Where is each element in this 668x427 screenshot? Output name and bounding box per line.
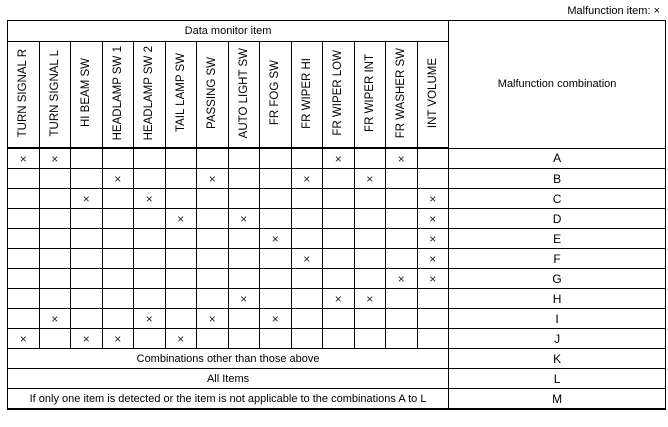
mark-cell: [354, 209, 386, 229]
mark-cell: ×: [165, 329, 197, 349]
item-label: FR FOG SW: [269, 60, 282, 126]
mark-cell: [260, 169, 292, 189]
mark-cell: [291, 189, 323, 209]
table-row: [8, 289, 666, 309]
item-label: PASSING SW: [206, 57, 219, 129]
mark-cell: [260, 189, 292, 209]
mark-cell: [260, 148, 292, 169]
mark-cell: [71, 209, 103, 229]
mark-cell: [323, 269, 355, 289]
mark-cell: ×: [8, 329, 40, 349]
mark-cell: [354, 329, 386, 349]
mark-cell: [323, 169, 355, 189]
mark-cell: [165, 148, 197, 169]
item-label: HEADLAMP SW 1: [111, 45, 124, 141]
mark-cell: [8, 269, 40, 289]
mark-cell: [134, 249, 166, 269]
mark-cell: [323, 229, 355, 249]
mark-cell: [197, 229, 229, 249]
item-header-13: [417, 42, 449, 149]
table-row: [8, 329, 666, 349]
mark-cell: [260, 289, 292, 309]
mark-cell: [71, 309, 103, 329]
mark-cell: [417, 289, 449, 309]
mark-cell: [291, 209, 323, 229]
mark-cell: ×: [102, 329, 134, 349]
mark-cell: [417, 169, 449, 189]
mark-cell: [71, 229, 103, 249]
mark-cell: [417, 309, 449, 329]
mark-cell: [102, 269, 134, 289]
mark-cell: [323, 329, 355, 349]
mark-cell: [386, 189, 418, 209]
table-row: [8, 349, 666, 369]
table-row: [8, 189, 666, 209]
mark-cell: [39, 289, 71, 309]
item-header-11: [354, 42, 386, 149]
mark-cell: ×: [354, 169, 386, 189]
mark-cell: [134, 169, 166, 189]
item-header-7: [228, 42, 260, 149]
mark-cell: [197, 329, 229, 349]
mark-cell: [134, 289, 166, 309]
item-header-0: [8, 42, 40, 149]
mark-cell: ×: [260, 309, 292, 329]
table-row: [8, 249, 666, 269]
mark-cell: [8, 249, 40, 269]
combination-cell: M: [449, 389, 666, 410]
mark-cell: [165, 249, 197, 269]
mark-cell: [228, 329, 260, 349]
item-label: TAIL LAMP SW: [174, 53, 187, 133]
table-row: [8, 369, 666, 389]
mark-cell: [8, 169, 40, 189]
table-body: [8, 148, 666, 409]
item-header-8: [260, 42, 292, 149]
mark-cell: [386, 329, 418, 349]
mark-cell: [165, 269, 197, 289]
mark-cell: [417, 148, 449, 169]
mark-cell: [8, 309, 40, 329]
mark-cell: ×: [102, 169, 134, 189]
mark-cell: [291, 289, 323, 309]
mark-cell: [291, 269, 323, 289]
mark-cell: [417, 329, 449, 349]
mark-cell: [354, 229, 386, 249]
mark-cell: [386, 309, 418, 329]
mark-cell: ×: [323, 289, 355, 309]
mark-cell: [354, 269, 386, 289]
mark-cell: [71, 269, 103, 289]
mark-cell: [39, 249, 71, 269]
mark-cell: ×: [134, 309, 166, 329]
item-label: INT VOLUME: [426, 57, 439, 129]
combination-cell: C: [449, 189, 666, 209]
mark-cell: ×: [323, 148, 355, 169]
mark-cell: [291, 229, 323, 249]
mark-cell: [71, 148, 103, 169]
mark-cell: [260, 329, 292, 349]
combination-cell: D: [449, 209, 666, 229]
mark-cell: ×: [386, 148, 418, 169]
mark-cell: [260, 249, 292, 269]
mark-cell: ×: [71, 189, 103, 209]
mark-cell: [354, 148, 386, 169]
mark-cell: [291, 148, 323, 169]
span-description-cell: All Items: [8, 369, 449, 389]
table-row: [8, 309, 666, 329]
mark-cell: [102, 309, 134, 329]
table-row: [8, 209, 666, 229]
item-label: TURN SIGNAL L: [48, 49, 61, 137]
combination-cell: A: [449, 148, 666, 169]
combination-cell: I: [449, 309, 666, 329]
mark-cell: [386, 289, 418, 309]
mark-cell: [165, 309, 197, 329]
mark-cell: [228, 229, 260, 249]
mark-cell: [197, 209, 229, 229]
item-header-10: [323, 42, 355, 149]
mark-cell: [386, 209, 418, 229]
mark-cell: ×: [291, 249, 323, 269]
combination-cell: L: [449, 369, 666, 389]
mark-cell: [197, 189, 229, 209]
mark-cell: ×: [228, 289, 260, 309]
span-description-cell: Combinations other than those above: [8, 349, 449, 369]
mark-cell: ×: [417, 209, 449, 229]
mark-cell: [8, 189, 40, 209]
mark-cell: [197, 269, 229, 289]
item-header-2: [71, 42, 103, 149]
item-label: TURN SIGNAL R: [17, 48, 30, 138]
item-label: HEADLAMP SW 2: [143, 45, 156, 141]
mark-cell: [102, 189, 134, 209]
mark-cell: [71, 289, 103, 309]
mark-cell: [134, 148, 166, 169]
item-label: FR WIPER INT: [363, 54, 376, 132]
mark-cell: [134, 329, 166, 349]
mark-cell: ×: [165, 209, 197, 229]
mark-cell: ×: [134, 189, 166, 209]
mark-cell: [323, 189, 355, 209]
legend: Malfunction item: ×: [567, 5, 660, 17]
span-description-cell: If only one item is detected or the item is not applicable to the combinations A to L: [8, 389, 449, 410]
malfunction-table: [7, 20, 666, 410]
mark-cell: [102, 229, 134, 249]
table-row: [8, 229, 666, 249]
mark-cell: [197, 289, 229, 309]
mark-cell: [39, 189, 71, 209]
mark-cell: [165, 289, 197, 309]
item-label: FR WIPER HI: [300, 57, 313, 129]
mark-cell: [134, 229, 166, 249]
mark-cell: [228, 249, 260, 269]
mark-cell: [228, 148, 260, 169]
item-header-9: [291, 42, 323, 149]
mark-cell: ×: [260, 229, 292, 249]
mark-cell: [354, 309, 386, 329]
mark-cell: [197, 148, 229, 169]
mark-cell: [260, 269, 292, 289]
mark-cell: [8, 229, 40, 249]
mark-cell: [102, 148, 134, 169]
mark-cell: [71, 249, 103, 269]
mark-cell: ×: [417, 189, 449, 209]
mark-cell: [39, 329, 71, 349]
combination-cell: G: [449, 269, 666, 289]
mark-cell: [260, 209, 292, 229]
item-header-5: [165, 42, 197, 149]
mark-cell: ×: [417, 269, 449, 289]
mark-cell: [386, 229, 418, 249]
combination-cell: F: [449, 249, 666, 269]
mark-cell: [323, 209, 355, 229]
mark-cell: [39, 269, 71, 289]
mark-cell: [134, 209, 166, 229]
malfunction-combination-header: Malfunction combination: [449, 21, 666, 149]
mark-cell: [291, 309, 323, 329]
mark-cell: [102, 289, 134, 309]
mark-cell: [39, 169, 71, 189]
mark-cell: [102, 209, 134, 229]
mark-cell: [197, 249, 229, 269]
mark-cell: [386, 169, 418, 189]
mark-cell: ×: [8, 148, 40, 169]
item-label: FR WIPER LOW: [332, 50, 345, 136]
mark-cell: [354, 189, 386, 209]
item-header-6: [197, 42, 229, 149]
mark-cell: [228, 169, 260, 189]
mark-cell: [165, 169, 197, 189]
combination-cell: B: [449, 169, 666, 189]
item-label: HI BEAM SW: [80, 58, 93, 128]
mark-cell: [228, 269, 260, 289]
mark-cell: ×: [386, 269, 418, 289]
mark-cell: [102, 249, 134, 269]
item-header-3: [102, 42, 134, 149]
header-row: [8, 21, 666, 42]
item-label: FR WASHER SW: [395, 47, 408, 139]
mark-cell: ×: [291, 169, 323, 189]
table-row: [8, 389, 666, 410]
mark-cell: [134, 269, 166, 289]
mark-cell: [8, 289, 40, 309]
mark-cell: [71, 169, 103, 189]
mark-cell: ×: [197, 309, 229, 329]
item-header-12: [386, 42, 418, 149]
table-row: [8, 169, 666, 189]
item-label: AUTO LIGHT SW: [237, 47, 250, 139]
mark-cell: [39, 209, 71, 229]
mark-cell: ×: [39, 148, 71, 169]
mark-cell: ×: [417, 229, 449, 249]
mark-cell: ×: [197, 169, 229, 189]
mark-cell: ×: [39, 309, 71, 329]
item-header-1: [39, 42, 71, 149]
item-header-4: [134, 42, 166, 149]
data-monitor-item-header: Data monitor item: [8, 21, 449, 42]
mark-cell: [323, 309, 355, 329]
combination-cell: K: [449, 349, 666, 369]
mark-cell: ×: [354, 289, 386, 309]
combination-cell: J: [449, 329, 666, 349]
mark-cell: [165, 189, 197, 209]
mark-cell: [8, 209, 40, 229]
mark-cell: [39, 229, 71, 249]
mark-cell: [386, 249, 418, 269]
combination-cell: H: [449, 289, 666, 309]
mark-cell: [354, 249, 386, 269]
mark-cell: ×: [417, 249, 449, 269]
table-row: [8, 148, 666, 169]
mark-cell: ×: [228, 209, 260, 229]
mark-cell: [323, 249, 355, 269]
table-row: [8, 269, 666, 289]
mark-cell: [228, 309, 260, 329]
mark-cell: [228, 189, 260, 209]
combination-cell: E: [449, 229, 666, 249]
mark-cell: [165, 229, 197, 249]
mark-cell: ×: [71, 329, 103, 349]
mark-cell: [291, 329, 323, 349]
